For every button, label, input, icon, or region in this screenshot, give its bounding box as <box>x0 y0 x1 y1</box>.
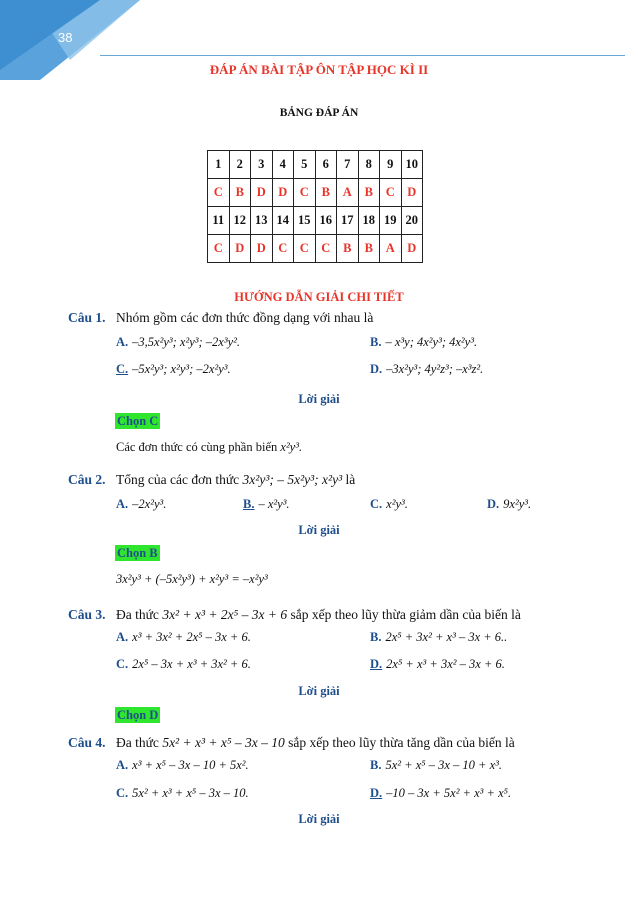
question-text-part: Đa thức <box>116 735 159 750</box>
option-key: A. <box>116 758 129 772</box>
question-text <box>116 472 355 488</box>
table-cell: C <box>294 179 316 207</box>
option-key: B. <box>243 497 255 511</box>
answer-table-title: BẢNG ĐÁP ÁN <box>279 107 359 119</box>
option-d <box>370 362 483 377</box>
option-c <box>116 657 251 672</box>
question-text <box>116 735 515 751</box>
question-text-tail: sắp xếp theo lũy thừa giảm dần của biến là <box>290 607 521 622</box>
header-rule <box>100 55 625 56</box>
table-cell: D <box>251 235 273 263</box>
option-key: B. <box>370 335 382 349</box>
option-key: C. <box>116 786 129 800</box>
option-expr: –5x²y³; x²y³; –2x²y³. <box>132 362 231 376</box>
explanation-expr: x²y³. <box>280 440 303 454</box>
page-number: 38 <box>58 30 73 45</box>
option-expr: – x²y³. <box>258 497 290 511</box>
table-cell: B <box>315 179 337 207</box>
table-cell: B <box>358 235 380 263</box>
option-expr: – x³y; 4x²y³; 4x²y³. <box>385 335 478 349</box>
solution-heading: Lời giải <box>298 392 340 406</box>
section-title: HƯỚNG DẪN GIẢI CHI TIẾT <box>234 290 404 304</box>
option-expr: –10 – 3x + 5x² + x³ + x⁵. <box>386 786 512 800</box>
table-cell: 6 <box>315 151 337 179</box>
table-cell: 12 <box>229 207 251 235</box>
question-text-tail: là <box>345 472 356 487</box>
solution-heading: Lời giải <box>298 812 340 826</box>
table-cell: D <box>229 235 251 263</box>
table-row <box>208 179 423 207</box>
option-expr: 9x²y³. <box>503 497 532 511</box>
page-title: ĐÁP ÁN BÀI TẬP ÔN TẬP HỌC KÌ II <box>209 62 429 77</box>
table-cell: 4 <box>272 151 294 179</box>
option-key: D. <box>370 362 383 376</box>
table-cell: 20 <box>401 207 423 235</box>
option-expr: 2x⁵ + 3x² + x³ – 3x + 6.. <box>385 630 508 644</box>
option-b <box>243 497 290 512</box>
question-text: Nhóm gồm các đơn thức đồng dạng với nhau là <box>116 310 374 325</box>
solution-heading: Lời giải <box>298 523 340 537</box>
question-expr: 3x²y³; – 5x²y³; x²y³ <box>242 472 343 487</box>
option-a <box>116 497 166 512</box>
option-key: C. <box>116 657 129 671</box>
table-cell: C <box>208 179 230 207</box>
table-cell: 5 <box>294 151 316 179</box>
table-cell: 15 <box>294 207 316 235</box>
option-d <box>487 497 531 512</box>
table-cell: 11 <box>208 207 230 235</box>
table-cell: A <box>380 235 402 263</box>
option-key: A. <box>116 497 129 511</box>
table-cell: 8 <box>358 151 380 179</box>
option-c <box>116 786 249 801</box>
option-c <box>370 497 408 512</box>
question-text <box>116 607 521 623</box>
table-cell: D <box>401 235 423 263</box>
table-cell: 10 <box>401 151 423 179</box>
explanation-text: Các đơn thức có cùng phần biến <box>116 440 278 454</box>
table-cell: 7 <box>337 151 359 179</box>
table-cell: 13 <box>251 207 273 235</box>
question-text-part: Tổng của các đơn thức <box>116 472 240 487</box>
answer-highlight: Chọn B <box>117 546 158 560</box>
table-cell: C <box>315 235 337 263</box>
table-row <box>208 235 423 263</box>
table-cell: 19 <box>380 207 402 235</box>
option-key: D. <box>370 786 383 800</box>
table-cell: C <box>380 179 402 207</box>
explanation: 3x²y³ + (–5x²y³) + x²y³ = –x²y³ <box>116 572 268 586</box>
question-text-tail: sắp xếp theo lũy thừa tăng dần của biến là <box>288 735 515 750</box>
question-label: Câu 4. <box>68 735 106 750</box>
option-expr: –2x²y³. <box>132 497 167 511</box>
solution-heading: Lời giải <box>298 684 340 698</box>
option-c <box>116 362 231 377</box>
option-key: D. <box>487 497 500 511</box>
table-cell: B <box>337 235 359 263</box>
option-expr: x³ + x⁵ – 3x – 10 + 5x². <box>132 758 249 772</box>
question-expr: 5x² + x³ + x⁵ – 3x – 10 <box>162 735 285 750</box>
explanation <box>116 440 302 455</box>
question-expr: 3x² + x³ + 2x⁵ – 3x + 6 <box>162 607 288 622</box>
option-expr: 5x² + x³ + x⁵ – 3x – 10. <box>132 786 249 800</box>
table-cell: 14 <box>272 207 294 235</box>
question-text-part: Đa thức <box>116 607 159 622</box>
option-expr: 5x² + x⁵ – 3x – 10 + x³. <box>385 758 502 772</box>
question-label: Câu 1. <box>68 310 106 325</box>
option-key: B. <box>370 758 382 772</box>
option-expr: 2x⁵ + x³ + 3x² – 3x + 6. <box>386 657 505 671</box>
table-cell: 3 <box>251 151 273 179</box>
table-cell: C <box>208 235 230 263</box>
table-cell: C <box>294 235 316 263</box>
option-expr: x²y³. <box>386 497 408 511</box>
option-b <box>370 335 477 350</box>
option-expr: –3,5x²y³; x²y³; –2x³y². <box>132 335 241 349</box>
table-cell: 2 <box>229 151 251 179</box>
table-cell: 16 <box>315 207 337 235</box>
option-key: D. <box>370 657 383 671</box>
table-row <box>208 207 423 235</box>
option-key: A. <box>116 630 129 644</box>
table-cell: 18 <box>358 207 380 235</box>
option-expr: –3x²y³; 4y²z³; –x³z². <box>386 362 484 376</box>
table-cell: 1 <box>208 151 230 179</box>
option-b <box>370 758 502 773</box>
table-cell: B <box>358 179 380 207</box>
question-label: Câu 2. <box>68 472 106 487</box>
table-cell: C <box>272 235 294 263</box>
option-expr: x³ + 3x² + 2x⁵ – 3x + 6. <box>132 630 251 644</box>
table-cell: B <box>229 179 251 207</box>
option-a <box>116 630 251 645</box>
option-d <box>370 786 511 801</box>
table-cell: A <box>337 179 359 207</box>
answer-highlight: Chọn C <box>117 414 159 428</box>
table-cell: 9 <box>380 151 402 179</box>
option-b <box>370 630 507 645</box>
option-a <box>116 335 240 350</box>
table-cell: D <box>401 179 423 207</box>
table-cell: D <box>251 179 273 207</box>
answer-highlight: Chọn D <box>117 708 159 722</box>
option-key: C. <box>370 497 383 511</box>
option-expr: 2x⁵ – 3x + x³ + 3x² + 6. <box>132 657 251 671</box>
option-key: B. <box>370 630 382 644</box>
table-row <box>208 151 423 179</box>
answer-table <box>207 150 423 263</box>
option-key: A. <box>116 335 129 349</box>
question-label: Câu 3. <box>68 607 106 622</box>
option-key: C. <box>116 362 129 376</box>
table-cell: 17 <box>337 207 359 235</box>
table-cell: D <box>272 179 294 207</box>
option-a <box>116 758 249 773</box>
option-d <box>370 657 505 672</box>
